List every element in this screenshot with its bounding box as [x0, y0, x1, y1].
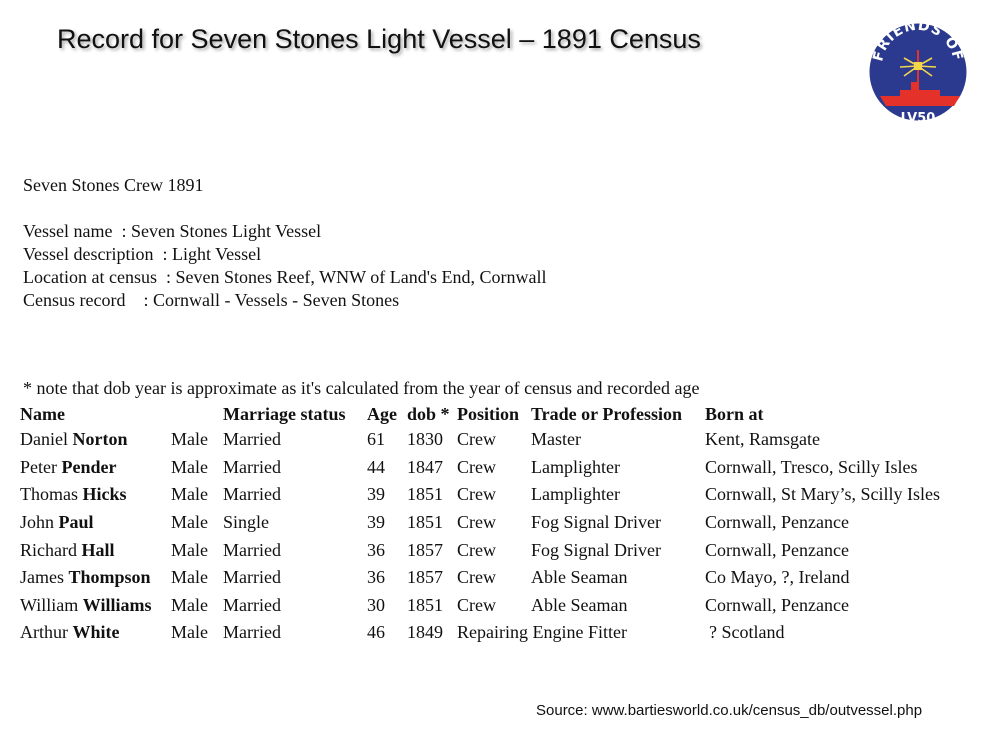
table-row [18, 536, 971, 564]
crew-marriage-status: Married [223, 429, 281, 450]
crew-age: 36 [367, 539, 385, 560]
header-marriage: Marriage status [223, 403, 346, 424]
crew-position: Crew [457, 456, 496, 477]
crew-position: Crew [457, 484, 496, 505]
table-row [18, 454, 971, 482]
first-name: William [20, 594, 83, 615]
crew-trade: Able Seaman [531, 594, 628, 615]
crew-dob: 1851 [407, 512, 443, 533]
logo-top-text: FRIENDS OF [870, 17, 966, 63]
page-title: Record for Seven Stones Light Vessel – 1891 Census [57, 24, 701, 54]
table-header-row [18, 402, 971, 426]
table-row [18, 564, 971, 592]
crew-age: 36 [367, 567, 385, 588]
header-position: Position [457, 403, 520, 424]
header-dob: dob * [407, 403, 450, 424]
surname: Hall [81, 539, 115, 560]
crew-name [18, 454, 169, 482]
crew-trade: Lamplighter [531, 484, 620, 505]
surname: White [72, 622, 120, 643]
crew-position: Crew [457, 512, 496, 533]
crew-trade: Able Seaman [531, 567, 628, 588]
first-name: Richard [20, 539, 82, 560]
table-row [18, 481, 971, 509]
crew-marriage-status: Married [223, 567, 281, 588]
table-row [18, 592, 971, 620]
header-name: Name [20, 403, 65, 424]
crew-age: 39 [367, 512, 385, 533]
table-row [18, 509, 971, 537]
crew-birthplace: Cornwall, St Mary’s, Scilly Isles [705, 484, 940, 505]
crew-name [18, 619, 169, 647]
crew-position: Crew [457, 594, 496, 615]
crew-position: Crew [457, 539, 496, 560]
crew-sex: Male [171, 622, 208, 643]
surname: Pender [61, 456, 117, 477]
crew-trade: Master [531, 429, 581, 450]
vessel-description: Vessel description : Light Vessel [23, 244, 262, 264]
crew-name [18, 564, 169, 592]
table-row [18, 619, 971, 647]
first-name: Arthur [20, 622, 73, 643]
first-name: Peter [20, 456, 62, 477]
crew-sex: Male [171, 512, 208, 533]
crew-sex: Male [171, 594, 208, 615]
crew-name [18, 481, 169, 509]
crew-name [18, 536, 169, 564]
crew-age: 39 [367, 484, 385, 505]
first-name: James [20, 567, 69, 588]
crew-birthplace: Cornwall, Tresco, Scilly Isles [705, 456, 918, 477]
crew-birthplace: ? Scotland [709, 622, 785, 643]
header-born: Born at [705, 403, 764, 424]
friends-of-lv50-logo [864, 10, 972, 134]
vessel-name: Vessel name : Seven Stones Light Vessel [23, 221, 322, 241]
header-sex [169, 402, 221, 426]
crew-sex: Male [171, 539, 208, 560]
header-trade: Trade or Profession [531, 403, 682, 424]
crew-dob: 1851 [407, 594, 443, 615]
crew-trade: Fog Signal Driver [531, 512, 661, 533]
crew-name [18, 426, 169, 454]
crew-marriage-status: Single [223, 512, 270, 533]
crew-table [18, 402, 971, 647]
first-name: Daniel [20, 429, 73, 450]
crew-age: 30 [367, 594, 385, 615]
crew-trade: Lamplighter [531, 456, 620, 477]
crew-marriage-status: Married [223, 622, 281, 643]
crew-dob: 1857 [407, 539, 443, 560]
crew-birthplace: Cornwall, Penzance [705, 512, 849, 533]
crew-birthplace: Kent, Ramsgate [705, 429, 820, 450]
surname: Paul [58, 512, 94, 533]
first-name: Thomas [20, 484, 83, 505]
crew-marriage-status: Married [223, 456, 281, 477]
logo-bottom-text: LV50 [900, 111, 936, 126]
crew-sex: Male [171, 456, 208, 477]
dob-note: * note that dob year is approximate as it's calculated from the year of census and recorded age [23, 378, 700, 398]
census-record: Census record : Cornwall - Vessels - Seven Stones [23, 290, 400, 310]
crew-position: Crew [457, 567, 496, 588]
crew-dob: 1857 [407, 567, 443, 588]
crew-name [18, 592, 169, 620]
surname: Thompson [68, 567, 151, 588]
crew-name [18, 509, 169, 537]
crew-position: Repairing Engine Fitter [457, 622, 627, 643]
crew-dob: 1847 [407, 456, 443, 477]
table-row [18, 426, 971, 454]
crew-dob: 1849 [407, 622, 443, 643]
crew-trade: Fog Signal Driver [531, 539, 661, 560]
crew-heading: Seven Stones Crew 1891 [23, 175, 204, 195]
crew-birthplace: Cornwall, Penzance [705, 539, 849, 560]
first-name: John [20, 512, 59, 533]
crew-age: 46 [367, 622, 385, 643]
crew-age: 61 [367, 429, 385, 450]
crew-birthplace: Co Mayo, ?, Ireland [705, 567, 850, 588]
crew-sex: Male [171, 429, 208, 450]
crew-age: 44 [367, 456, 385, 477]
source-citation: Source: www.bartiesworld.co.uk/census_db/outvessel.php [536, 702, 923, 719]
crew-position: Crew [457, 429, 496, 450]
crew-marriage-status: Married [223, 484, 281, 505]
crew-birthplace: Cornwall, Penzance [705, 594, 849, 615]
surname: Hicks [82, 484, 127, 505]
location-at-census: Location at census : Seven Stones Reef, WNW of Land's End, Cornwall [23, 267, 547, 287]
header-age: Age [367, 403, 397, 424]
surname: Williams [82, 594, 152, 615]
crew-marriage-status: Married [223, 594, 281, 615]
surname: Norton [72, 429, 128, 450]
crew-marriage-status: Married [223, 539, 281, 560]
crew-dob: 1851 [407, 484, 443, 505]
crew-dob: 1830 [407, 429, 443, 450]
crew-sex: Male [171, 484, 208, 505]
crew-sex: Male [171, 567, 208, 588]
